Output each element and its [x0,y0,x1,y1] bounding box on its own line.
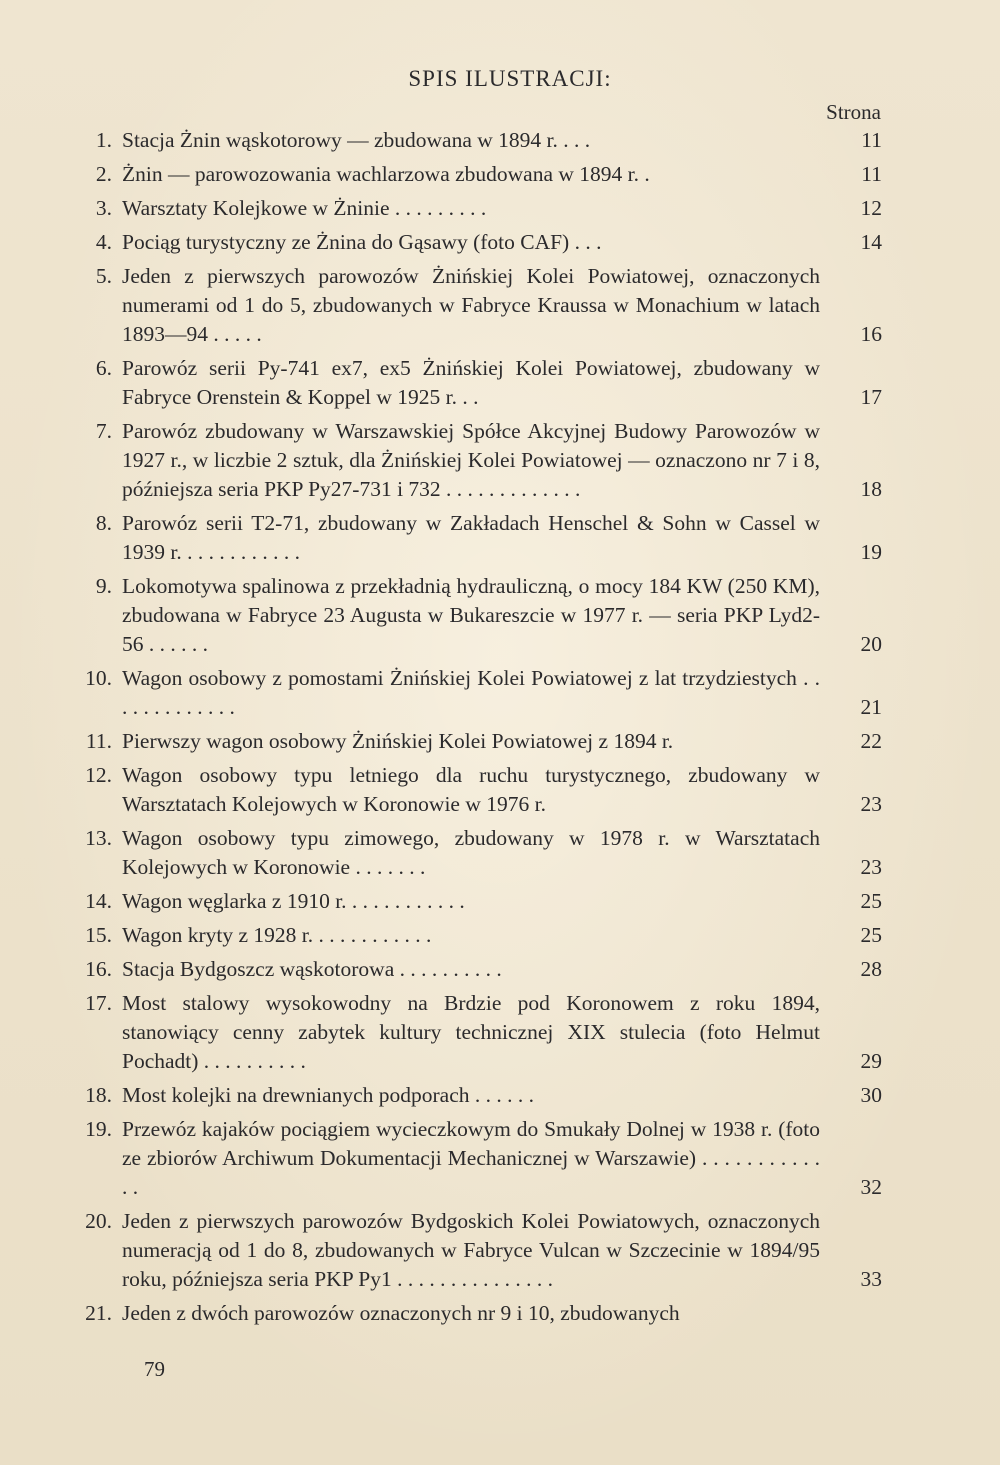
list-item [76,126,886,155]
list-item-number: 12. [85,763,112,787]
list-item [76,887,886,916]
list-item-number: 9. [95,574,112,598]
list-item-page: 28 [860,957,882,981]
list-item-number: 19. [85,1117,112,1141]
list-item-number: 7. [95,419,112,443]
list-item-text: Wagon węglarka z 1910 r. . . . . . . . . . . . [122,889,465,913]
list-item [76,417,886,504]
list-item-text: Stacja Bydgoszcz wąskotorowa . . . . . . . . . . [122,957,502,981]
list-item-page: 16 [860,322,882,346]
list-item-number: 14. [85,889,112,913]
list-item-number: 17. [85,991,112,1015]
list-item-page: 20 [860,632,882,656]
list-item-text: Wagon osobowy typu zimowego, zbudowany w 1978 r. w Warsztatach Kolejowych w Koronowie . . . . . . . [122,826,820,879]
list-item-number: 16. [85,957,112,981]
list-item-number: 5. [95,264,112,288]
list-item-page: 21 [860,695,882,719]
list-item [76,1299,886,1328]
list-item-text: Stacja Żnin wąskotorowy — zbudowana w 1894 r. . . . [122,128,591,152]
list-item-number: 2. [95,162,112,186]
list-item-text: Most kolejki na drewnianych podporach . . . . . . [122,1083,534,1107]
list-item-text: Wagon kryty z 1928 r. . . . . . . . . . . . [122,923,432,947]
list-item-page: 23 [860,792,882,816]
list-item-number: 20. [85,1209,112,1233]
list-item-page: 19 [860,540,882,564]
list-item-page: 18 [860,477,882,501]
list-item [76,354,886,412]
list-item-page: 11 [861,162,882,186]
list-item-number: 10. [85,666,112,690]
list-item-text: Jeden z pierwszych parowozów Bydgoskich Kolei Powiatowych, oznaczonych numeracją od 1 do 8, zbudowanych w Fabryce Vulcan w Szczecinie w 1894/95 roku, późniejsza seria PKP Py1 . . . . . . . . . . . . . . . [122,1209,820,1291]
list-item-number: 21. [85,1301,112,1325]
list-item [76,194,886,223]
list-item [76,921,886,950]
list-item-text: Most stalowy wysokowodny na Brdzie pod Koronowem z roku 1894, stanowiący cenny zabytek kultury technicznej XIX stulecia (foto Helmut Pochadt) . . . . . . . . . . [122,991,820,1073]
list-item [76,1081,886,1110]
list-item-page: 22 [860,729,882,753]
list-item [76,664,886,722]
list-item-page: 12 [860,196,882,220]
list-item-page: 25 [860,889,882,913]
list-item [76,160,886,189]
list-item-number: 8. [95,511,112,535]
list-item [76,572,886,659]
list-item-number: 4. [95,230,112,254]
list-item-number: 1. [95,128,112,152]
list-item-number: 6. [95,356,112,380]
list-item-page: 14 [860,230,882,254]
list-item-text: Jeden z dwóch parowozów oznaczonych nr 9 i 10, zbudowanych [122,1301,680,1325]
list-item [76,824,886,882]
list-item-text: Lokomotywa spalinowa z przekładnią hydrauliczną, o mocy 184 KW (250 KM), zbudowana w Fabryce 23 Augusta w Bukareszcie w 1977 r. — seria PKP Lyd2-56 . . . . . . [122,574,820,656]
page-number: 79 [144,1357,165,1381]
list-item-page: 17 [860,385,882,409]
page-column-header: Strona [826,100,881,124]
list-item-text: Przewóz kajaków pociągiem wycieczkowym do Smukały Dolnej w 1938 r. (foto ze zbiorów Archiwum Dokumentacji Mechanicznej w Warszawie) . . . . . . . . . . . . . [122,1117,820,1199]
list-item-text: Pociąg turystyczny ze Żnina do Gąsawy (foto CAF) . . . [122,230,602,254]
list-item [76,262,886,349]
list-item-page: 32 [860,1175,882,1199]
list-item-number: 18. [85,1083,112,1107]
list-item-number: 15. [85,923,112,947]
list-item-text: Warsztaty Kolejkowe w Żninie . . . . . . . . . [122,196,487,220]
list-item [76,1207,886,1294]
list-item [76,1115,886,1202]
list-item-text: Parowóz serii T2-71, zbudowany w Zakładach Henschel & Sohn w Cassel w 1939 r. . . . . . . . . . . . [122,511,820,564]
list-item-text: Żnin — parowozowania wachlarzowa zbudowana w 1894 r. . [122,162,650,186]
list-item [76,727,886,756]
list-item [76,955,886,984]
list-item-text: Wagon osobowy typu letniego dla ruchu turystycznego, zbudowany w Warsztatach Kolejowych w Koronowie w 1976 r. [122,763,820,816]
page-title: SPIS ILUSTRACJI: [408,66,612,91]
list-item-text: Parowóz serii Py-741 ex7, ex5 Żnińskiej Kolei Powiatowej, zbudowany w Fabryce Orenstein & Koppel w 1925 r. . . [122,356,820,409]
list-item-page: 23 [860,855,882,879]
list-item [76,509,886,567]
list-item-number: 11. [85,729,112,753]
illustrations-list [76,126,886,1328]
list-item-text: Parowóz zbudowany w Warszawskiej Spółce Akcyjnej Budowy Parowozów w 1927 r., w liczbie 2 sztuk, dla Żnińskiej Kolei Powiatowej — oznaczono nr 7 i 8, późniejsza seria PKP Py27-731 i 732 . . . . . . . . . . . . . [122,419,820,501]
list-item-text: Wagon osobowy z pomostami Żnińskiej Kolei Powiatowej z lat trzydziestych . . . . . . . . . . . . . [122,666,820,719]
list-item [76,761,886,819]
list-item-page: 25 [860,923,882,947]
list-item-text: Pierwszy wagon osobowy Żnińskiej Kolei Powiatowej z 1894 r. [122,729,674,753]
list-item-text: Jeden z pierwszych parowozów Żnińskiej Kolei Powiatowej, oznaczonych numerami od 1 do 5, zbudowanych w Fabryce Kraussa w Monachium w latach 1893—94 . . . . . [122,264,820,346]
list-item-number: 3. [95,196,112,220]
list-item-page: 29 [860,1049,882,1073]
list-item-page: 11 [861,128,882,152]
list-item-number: 13. [85,826,112,850]
list-item-page: 30 [860,1083,882,1107]
list-item [76,228,886,257]
list-item-page: 33 [860,1267,882,1291]
list-item [76,989,886,1076]
